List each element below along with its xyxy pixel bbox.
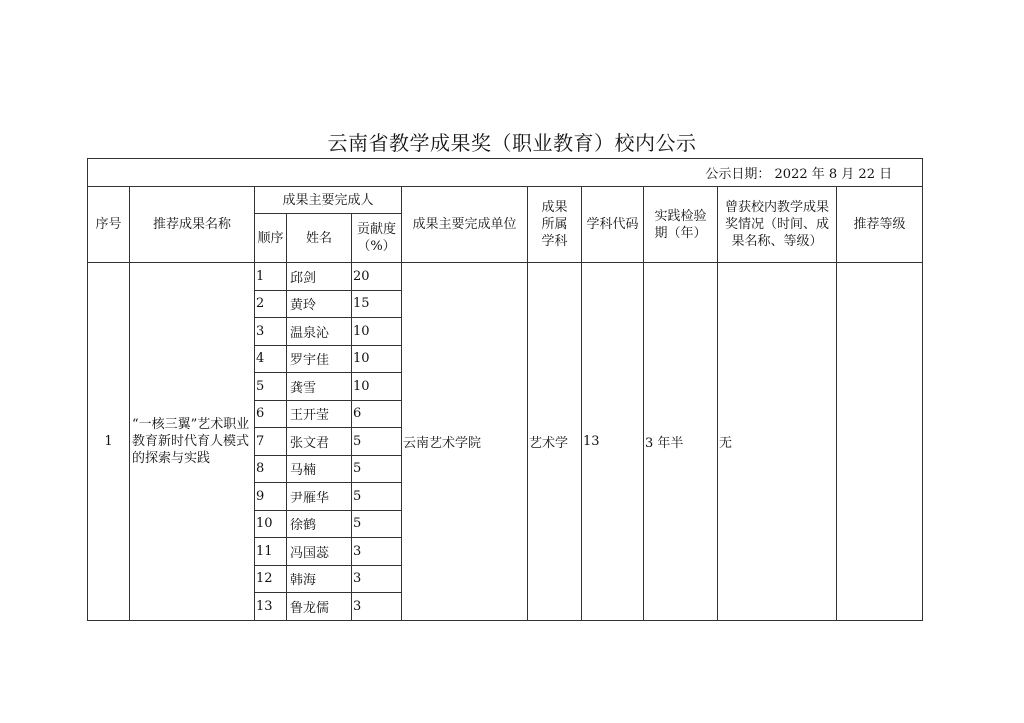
person-order: 4 (255, 345, 287, 373)
person-row (88, 263, 923, 291)
person-order: 11 (255, 538, 287, 566)
person-name: 马楠 (287, 455, 352, 483)
entry-prior: 无 (718, 263, 837, 621)
person-contribution: 10 (352, 345, 402, 373)
person-order: 7 (255, 428, 287, 456)
entry-unit: 云南艺术学院 (402, 263, 528, 621)
person-name: 温泉沁 (287, 318, 352, 346)
person-contribution: 5 (352, 455, 402, 483)
person-name: 龚雪 (287, 373, 352, 401)
person-contribution: 3 (352, 593, 402, 621)
person-name: 韩海 (287, 565, 352, 593)
header-main-persons: 成果主要完成人 (255, 187, 402, 214)
header-seq: 序号 (88, 187, 130, 263)
person-contribution: 10 (352, 318, 402, 346)
person-contribution: 20 (352, 263, 402, 291)
entry-period: 3 年半 (644, 263, 718, 621)
entry-code: 13 (582, 263, 644, 621)
person-order: 13 (255, 593, 287, 621)
person-contribution: 6 (352, 400, 402, 428)
person-contribution: 3 (352, 565, 402, 593)
entry-seq: 1 (88, 263, 130, 621)
person-contribution: 5 (352, 510, 402, 538)
header-contribution: 贡献度（%） (352, 214, 402, 263)
person-name: 黄玲 (287, 290, 352, 318)
header-order: 顺序 (255, 214, 287, 263)
person-order: 2 (255, 290, 287, 318)
person-name: 王开莹 (287, 400, 352, 428)
person-name: 张文君 (287, 428, 352, 456)
publish-date: 公示日期： 2022 年 8 月 22 日 (88, 159, 923, 187)
person-contribution: 10 (352, 373, 402, 401)
header-unit: 成果主要完成单位 (402, 187, 528, 263)
header-person-name: 姓名 (287, 214, 352, 263)
entry-grade (837, 263, 923, 621)
person-name: 罗宇佳 (287, 345, 352, 373)
person-order: 12 (255, 565, 287, 593)
entry-subject: 艺术学 (528, 263, 582, 621)
person-order: 6 (255, 400, 287, 428)
header-code: 学科代码 (582, 187, 644, 263)
person-order: 3 (255, 318, 287, 346)
header-subject: 成果所属学科 (528, 187, 582, 263)
person-order: 1 (255, 263, 287, 291)
person-contribution: 15 (352, 290, 402, 318)
person-name: 尹雁华 (287, 483, 352, 511)
header-prior: 曾获校内教学成果奖情况（时间、成果名称、等级） (718, 187, 837, 263)
header-name: 推荐成果名称 (130, 187, 255, 263)
document-title: 云南省教学成果奖（职业教育）校内公示 (327, 131, 697, 155)
entry-name: “一核三翼”艺术职业教育新时代育人模式的探索与实践 (130, 263, 255, 621)
person-order: 8 (255, 455, 287, 483)
header-grade: 推荐等级 (837, 187, 923, 263)
person-contribution: 5 (352, 428, 402, 456)
person-order: 5 (255, 373, 287, 401)
person-contribution: 5 (352, 483, 402, 511)
award-table (87, 158, 923, 621)
person-order: 9 (255, 483, 287, 511)
person-name: 徐鹤 (287, 510, 352, 538)
person-name: 冯国蕊 (287, 538, 352, 566)
person-order: 10 (255, 510, 287, 538)
header-period: 实践检验期（年） (644, 187, 718, 263)
person-contribution: 3 (352, 538, 402, 566)
person-name: 鲁龙儒 (287, 593, 352, 621)
person-name: 邱剑 (287, 263, 352, 291)
